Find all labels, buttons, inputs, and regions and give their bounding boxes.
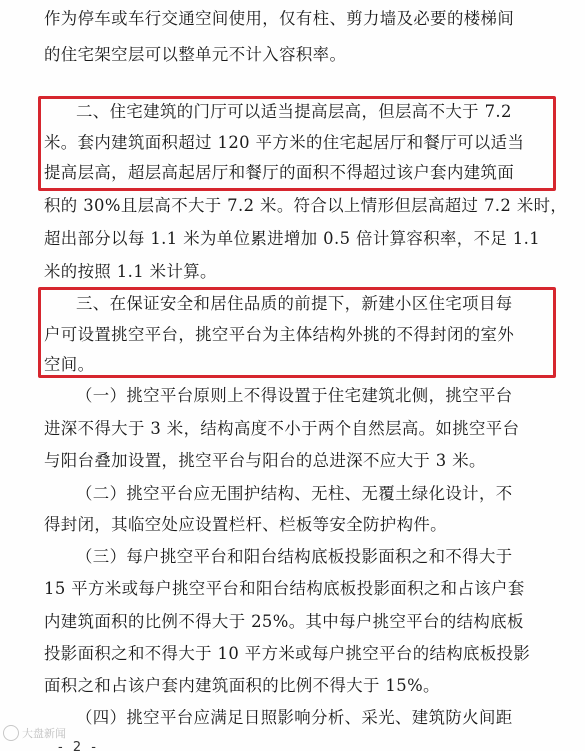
clause-3-line: 户可设置挑空平台，挑空平台为主体结构外挑的不得封闭的室外 — [44, 325, 515, 344]
clause-2-line: 超出部分以每 1.1 米为单位累进增加 0.5 倍计算容积率，不足 1.1 — [44, 229, 541, 248]
clause-3-line: 空间。 — [44, 355, 95, 374]
sub-item-3-line: 15 平方米或每户挑空平台和阳台结构底板投影面积之和占该户套 — [44, 579, 525, 598]
clause-2-line: 积的 30%且层高不大于 7.2 米。符合以上情形但层高超过 7.2 米时， — [44, 196, 568, 215]
clause-3-line: 三、在保证安全和居住品质的前提下，新建小区住宅项目每 — [76, 294, 513, 313]
sub-item-3-line: （三）每户挑空平台和阳台结构底板投影面积之和不得大于 — [76, 547, 513, 566]
clause-2-line: 米的按照 1.1 米计算。 — [44, 262, 217, 281]
watermark-logo-icon — [3, 725, 19, 741]
sub-item-2-line: （二）挑空平台应无围护结构、无柱、无覆土绿化设计，不 — [76, 484, 513, 503]
watermark — [3, 725, 66, 741]
sub-item-1-line: 与阳台叠加设置，挑空平台与阳台的总进深不应大于 3 米。 — [44, 451, 486, 470]
clause-2-line: 米。套内建筑面积超过 120 平方米的住宅起居厅和餐厅可以适当 — [44, 133, 525, 152]
sub-item-1-line: 进深不得大于 3 米，结构高度不小于两个自然层高。如挑空平台 — [44, 419, 520, 438]
paragraph-line: 的住宅架空层可以整单元不计入容积率。 — [44, 45, 347, 64]
sub-item-3-line: 面积之和占该户套内建筑面积的比例不得大于 15%。 — [44, 676, 440, 695]
sub-item-3-line: 内建筑面积的比例不得大于 25%。其中每户挑空平台的结构底板 — [44, 612, 524, 631]
clause-2-line: 提高层高，超层高起居厅和餐厅的面积不得超过该户套内建筑面 — [44, 163, 515, 182]
watermark-text: 大盘新闻 — [22, 727, 66, 740]
sub-item-4-line: （四）挑空平台应满足日照影响分析、采光、建筑防火间距 — [76, 708, 513, 727]
clause-2-line: 二、住宅建筑的门厅可以适当提高层高，但层高不大于 7.2 — [76, 102, 512, 121]
sub-item-3-line: 投影面积之和不得大于 10 平方米或每户挑空平台的结构底板投影 — [44, 644, 531, 663]
sub-item-1-line: （一）挑空平台原则上不得设置于住宅建筑北侧，挑空平台 — [76, 386, 513, 405]
page-number: - 2 - — [58, 740, 99, 755]
paragraph-line: 作为停车或车行交通空间使用，仅有柱、剪力墙及必要的楼梯间 — [44, 9, 515, 28]
sub-item-2-line: 得封闭，其临空处应设置栏杆、栏板等安全防护构件。 — [44, 515, 447, 534]
